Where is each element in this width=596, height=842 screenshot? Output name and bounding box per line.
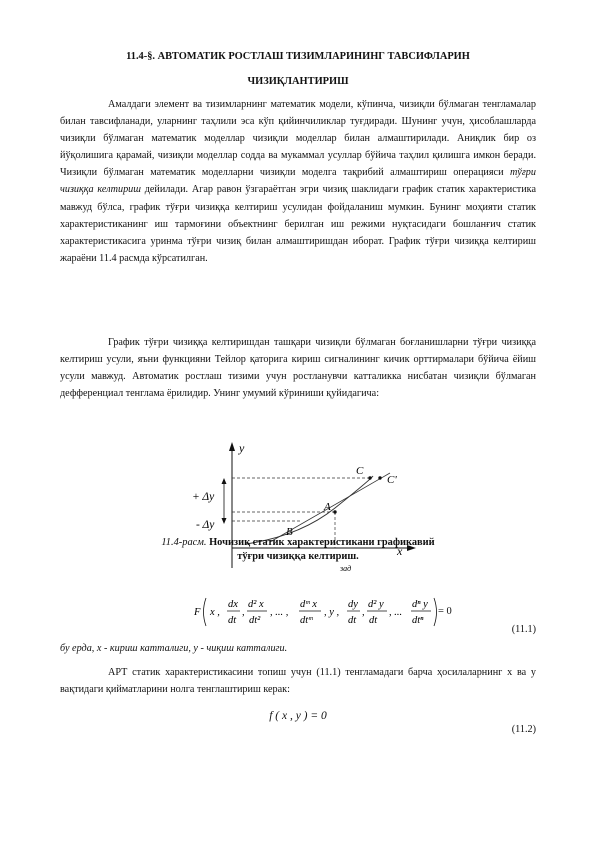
- characteristic-curve: [246, 476, 373, 544]
- delta-plus-label: + Δy: [192, 491, 215, 503]
- svg-text:dt: dt: [228, 615, 237, 626]
- point-c-marker: [368, 476, 371, 479]
- point-c-prime-label: C': [387, 474, 397, 486]
- variable-note: бу ерда, x - кириш катталиги, y - чиқиш катталиги.: [60, 643, 288, 654]
- delta-minus-label: - Δy: [196, 519, 215, 531]
- svg-text:dx: dx: [228, 599, 238, 610]
- y-axis-label: y: [239, 441, 245, 455]
- point-a-marker: [333, 510, 336, 513]
- paragraph-intro-text2: дейилади. Агар равон ўзгараётган эгри чизиқ шаклидаги график статик характеристика мавжуд бўлса, график тўғри чизиққа келтириш усулидан фойдаланиш мумкин. Бунинг моҳияти статик характеристиканинг иш тармоғини объектнинг берилган иш режими нуқтасидаги бошланғич статик характеристикасига уринма тўғри чизиқ билан алмаштиришдан иборат. График тўғри чизиққа келтириш жараёни 11.4 расмда кўрсатилган.: [60, 184, 536, 264]
- svg-text:, ... ,: , ... ,: [270, 607, 289, 618]
- svg-text:F: F: [194, 607, 201, 618]
- equation-11-1-number: (11.1): [511, 624, 536, 635]
- point-a-label: A: [324, 501, 331, 513]
- figure-caption: [60, 536, 536, 564]
- paragraph-static: АРТ статик характеристикасини топиш учун (11.1) тенгламадаги барча ҳосилаларнинг x ва y вақтидаги қийматларини нолга тенглаштириш керак:: [60, 667, 536, 696]
- svg-text:x ,: x ,: [210, 607, 220, 618]
- point-c-prime-marker: [378, 476, 381, 479]
- svg-text:dᵐ x: dᵐ x: [300, 599, 317, 610]
- section-title: [60, 49, 536, 89]
- figure-caption-line2: тўғри чизиққа келтириш.: [237, 551, 359, 562]
- svg-text:d² x: d² x: [248, 599, 264, 610]
- paragraph-intro-text1: Амалдаги элемент ва тизимларнинг математик модели, кўпинча, чизиқли бўлмаган тенгламалар билан тавсифланади, уларнинг таҳлили эса кўп қийинчиликлар туғдиради. Шунинг учун, ҳисоблашларда чизиқли бўлмаган математик моделлар чизиқли моделлар билан алмаштирилади. Аниқлик бир оз йўқолишига қарамай, чизиқли моделлар содда ва мукаммал усуллар бўйича таҳлил қилишга имкон беради. Чизиқли бўлмаган математик моделларни чизиқли моделга тақрибий алмаштириш операцияси: [60, 99, 536, 179]
- svg-text:,: ,: [242, 607, 245, 618]
- paragraph-intro: [60, 96, 536, 267]
- equation-11-1-rhs: = 0: [438, 606, 452, 617]
- svg-text:dⁿ y: dⁿ y: [412, 599, 428, 610]
- equation-11-2: f ( x , y ) = 0: [269, 710, 327, 722]
- section-title-line2: ЧИЗИҚЛАНТИРИШ: [247, 76, 349, 87]
- x-axis-label: x: [397, 544, 403, 558]
- figure-caption-line1: Ночизиқ статик характеристикани графикавий: [206, 537, 435, 548]
- svg-text:dy: dy: [348, 599, 358, 610]
- section-title-line1: 11.4-§. АВТОМАТИК РОСТЛАШ ТИЗИМЛАРИНИНГ ТАВСИФЛАРИН: [126, 51, 470, 62]
- x-sub-label: зад: [340, 564, 352, 573]
- svg-text:dtᵐ: dtᵐ: [300, 615, 313, 626]
- point-c-label: C: [356, 465, 364, 477]
- svg-text:, ...: , ...: [389, 607, 403, 618]
- y-axis-arrow: [229, 442, 235, 451]
- svg-text:dt²: dt²: [249, 615, 261, 626]
- equation-11-1: [190, 588, 450, 640]
- paragraph-taylor: График тўғри чизиққа келтиришдан ташқари чизиқли бўлмаган боғланишларни тўғри чизиққа келтириш усули, яъни функцияни Тейлор қаторига кириш сигналининг кичик орттирмалари бўйича ёйиш усули мавжуд. Автоматик ростлаш тизими учун ростланувчи катталикка нисбатан чизиқли бўлмаган дефференциал тенглама ёрилидир. Унинг умумий кўриниши қуйидагича:: [60, 337, 536, 400]
- svg-text:dt: dt: [348, 615, 357, 626]
- equation-11-2-number: (11.2): [511, 724, 536, 735]
- svg-text:dt: dt: [369, 615, 378, 626]
- svg-text:,: ,: [362, 607, 365, 618]
- point-b-label: B: [286, 526, 293, 538]
- svg-text:dtⁿ: dtⁿ: [412, 615, 424, 626]
- svg-text:d² y: d² y: [368, 599, 384, 610]
- term-linearization: тўғри чизиққа келтириш: [60, 167, 536, 196]
- svg-text:, y ,: , y ,: [324, 607, 340, 618]
- figure-caption-label: 11.4-расм.: [161, 537, 207, 548]
